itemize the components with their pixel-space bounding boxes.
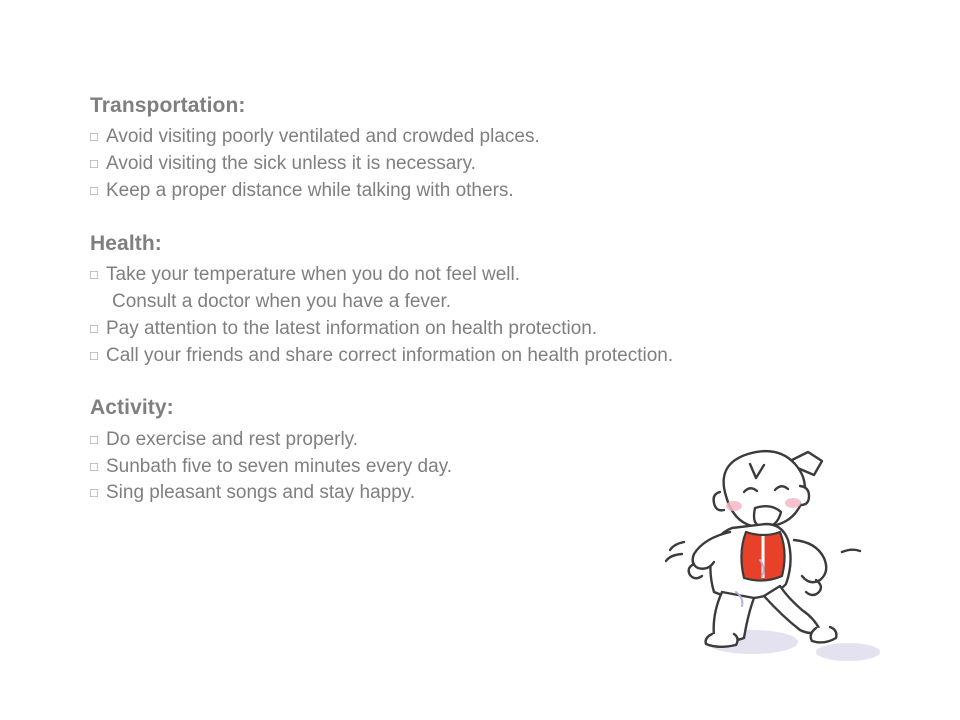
list-item-label: Consult a doctor when you have a fever.	[112, 291, 452, 312]
list-item-label: Do exercise and rest properly.	[106, 428, 359, 450]
indent-spacer	[90, 289, 112, 315]
list-item	[90, 124, 820, 150]
square-bullet-icon: □	[90, 183, 98, 198]
square-bullet-icon: □	[90, 129, 98, 145]
list-item-label: Sunbath five to seven minutes every day.	[106, 455, 453, 477]
list-item	[90, 178, 820, 204]
list-item-label: Sing pleasant songs and stay happy.	[106, 482, 416, 504]
square-bullet-icon: □	[90, 485, 98, 501]
list-item-continuation	[90, 289, 820, 315]
list-item-label: Keep a proper distance while talking with others.	[106, 180, 514, 201]
square-bullet-icon: □	[90, 267, 98, 283]
list-item-label: Call your friends and share correct information on health protection.	[106, 344, 674, 366]
list-item	[90, 151, 820, 177]
illustration-cartoon-child	[660, 420, 930, 690]
list-item	[90, 316, 820, 342]
square-bullet-icon: □	[90, 320, 98, 336]
square-bullet-icon: □	[90, 156, 98, 172]
section-title: Activity:	[90, 396, 174, 420]
list-item	[90, 262, 820, 288]
list-item	[90, 343, 820, 369]
list-item-label: Avoid visiting poorly ventilated and crowded places.	[106, 126, 540, 148]
section-title: Transportation:	[90, 94, 246, 117]
list-item-label: Take your temperature when you do not feel well.	[106, 264, 521, 286]
square-bullet-icon: □	[90, 347, 98, 363]
square-bullet-icon: □	[90, 431, 98, 447]
square-bullet-icon: □	[90, 458, 98, 474]
section-health	[90, 230, 820, 369]
list-item-label: Avoid visiting the sick unless it is necessary.	[106, 153, 476, 175]
cartoon-child-svg	[660, 420, 930, 690]
section-transportation	[90, 92, 820, 204]
section-title: Health:	[90, 231, 162, 255]
list-item-label: Pay attention to the latest information on health protection.	[106, 317, 598, 339]
